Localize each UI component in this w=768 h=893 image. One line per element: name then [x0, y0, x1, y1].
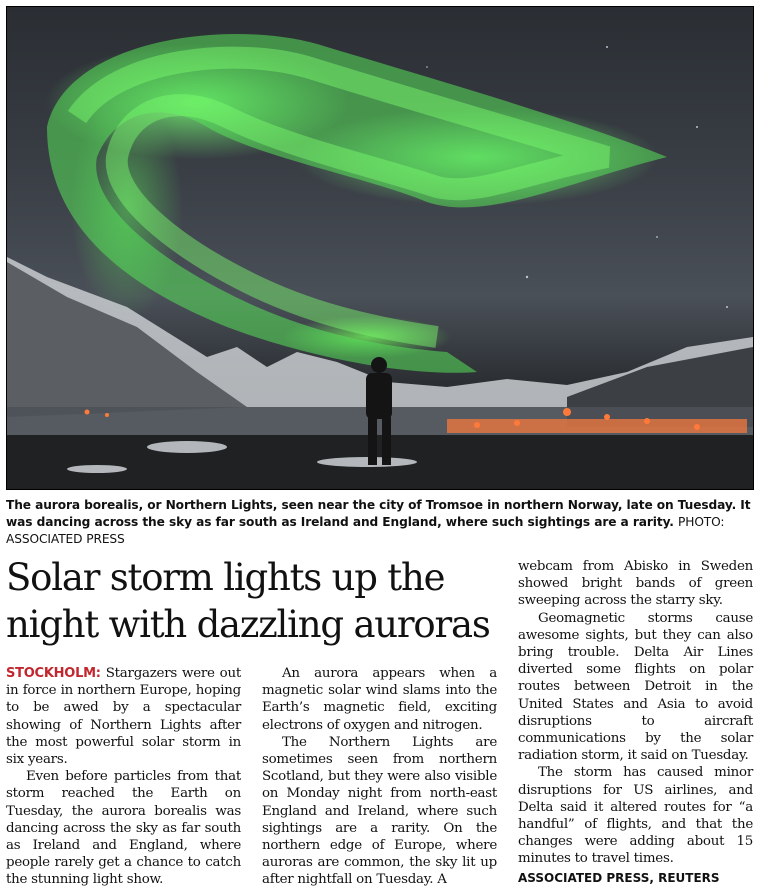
- aurora-scene: [7, 7, 753, 489]
- paragraph: Geomagnetic storms cause awesome sights, but they can also bring trouble. Delta Air Lines diverted some flights on polar routes between Detroit in the United States and Asia to avoid disruptions to aircraft communications by the solar radiation storm, it said on Tuesday.: [518, 610, 753, 764]
- paragraph: The storm has caused minor disruptions for US airlines, and Delta said it altered routes for “a handful” of flights, and that the changes were adding about 15 minutes to travel times.: [518, 765, 753, 867]
- article-headline: Solar storm lights up the night with dazzling auroras: [6, 556, 490, 646]
- paragraph: [6, 665, 241, 768]
- article-column-3: [518, 558, 753, 887]
- paragraph-text: Stargazers were out in force in northern Europe, hoping to be awed by a spectacular showing of Northern Lights after the most powerful solar storm in six years.: [6, 666, 241, 768]
- photo-caption: [6, 497, 752, 548]
- aurora-photo: [6, 6, 754, 490]
- article-column-2: [262, 665, 497, 889]
- paragraph: webcam from Abisko in Sweden showed bright bands of green sweeping across the starry sky.: [518, 559, 753, 609]
- article-column-1: [6, 665, 241, 889]
- paragraph: Even before particles from that storm reached the Earth on Tuesday, the aurora borealis was dancing across the sky as far south as Ireland and England, where people rarely get a chance to catch the stunning light show.: [6, 769, 241, 888]
- paragraph: An aurora appears when a magnetic solar wind slams into the Earth’s magnetic field, exciting electrons of oxygen and nitrogen.: [262, 666, 497, 733]
- photo-credit: PHOTO: ASSOCIATED PRESS: [6, 515, 725, 546]
- dateline: STOCKHOLM:: [6, 666, 101, 681]
- byline: ASSOCIATED PRESS, REUTERS: [518, 870, 720, 885]
- caption-text: The aurora borealis, or Northern Lights, seen near the city of Tromsoe in northern Norway, late on Tuesday. It was dancing across the sky as far south as Ireland and England, where such sightings are a rarity.: [6, 498, 751, 529]
- paragraph: The Northern Lights are sometimes seen from northern Scotland, but they were also visible on Monday night from north-east England and Ireland, where such sightings are a rarity. On the northern edge of Europe, where auroras are common, the sky lit up after nightfall on Tuesday. A: [262, 734, 497, 888]
